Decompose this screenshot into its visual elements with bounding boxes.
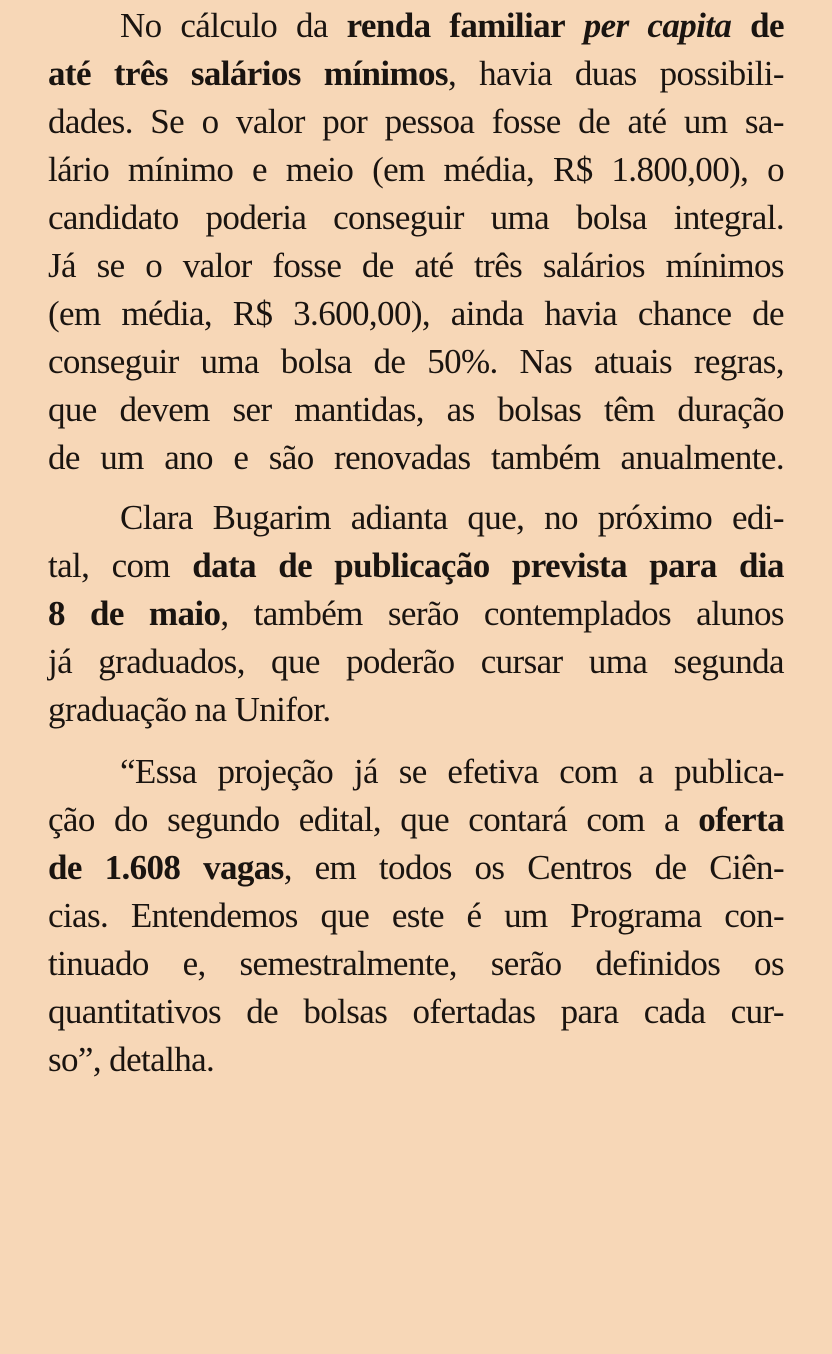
word: (em: [372, 150, 425, 189]
word: data: [192, 546, 256, 585]
word: Já: [48, 246, 76, 285]
word: bolsa: [575, 198, 647, 237]
word: ano: [164, 438, 213, 477]
word: média,: [443, 150, 535, 189]
word: os: [754, 944, 784, 983]
word: este: [391, 896, 444, 935]
word: média,: [121, 294, 213, 333]
word: de: [278, 546, 313, 585]
word: [203, 844, 292, 892]
word: serão: [490, 944, 562, 983]
word: na: [194, 690, 227, 729]
word: havia: [479, 54, 552, 93]
word: para: [560, 992, 619, 1031]
word: cada: [643, 992, 706, 1031]
word: até: [627, 102, 667, 141]
word: 3.600,00),: [293, 294, 431, 333]
word: capita: [647, 6, 732, 45]
word: contemplados: [483, 594, 672, 633]
word: e: [233, 438, 249, 477]
word: bolsas: [303, 992, 388, 1031]
word: salários: [190, 54, 301, 93]
word: havia: [544, 294, 618, 333]
word: oferta: [698, 800, 784, 839]
word: de: [48, 848, 82, 887]
text-line: [48, 988, 784, 1036]
word: tinuado: [48, 944, 149, 983]
word: as: [446, 390, 475, 429]
word: até: [48, 54, 91, 93]
word: conseguir: [333, 198, 464, 237]
word: já: [353, 752, 378, 791]
word: sa-: [744, 102, 784, 141]
text-line: [48, 146, 784, 194]
word: prevista: [511, 546, 627, 585]
word: serão: [387, 594, 459, 633]
word: familiar: [449, 6, 565, 45]
word: um: [504, 896, 548, 935]
word: que: [271, 642, 320, 681]
text-line: [48, 844, 784, 892]
word: segunda: [673, 642, 784, 681]
word: até: [414, 246, 454, 285]
word: duração: [677, 390, 784, 429]
word: que: [400, 800, 450, 839]
word: duas: [574, 54, 637, 93]
word: conseguir: [48, 342, 179, 381]
word: poderão: [345, 642, 455, 681]
word: valor: [235, 102, 305, 141]
word: os: [474, 848, 505, 887]
word: renda: [346, 6, 431, 45]
word: Unifor.: [234, 690, 331, 729]
word: Bugarim: [212, 498, 331, 537]
word: fosse: [272, 246, 342, 285]
word: cálculo: [180, 6, 278, 45]
word: ,: [220, 594, 229, 633]
word: é: [466, 896, 482, 935]
word: mantidas,: [294, 390, 424, 429]
text-line: [48, 242, 784, 290]
word: per: [583, 6, 629, 45]
word: Clara: [120, 498, 193, 537]
word: para: [649, 546, 717, 585]
word: fosse: [491, 102, 561, 141]
word: contará: [468, 800, 568, 839]
word: bolsas: [497, 390, 582, 429]
word: de: [90, 594, 124, 633]
word: publicação: [334, 546, 490, 585]
word: 1.608: [104, 848, 181, 887]
word: e: [252, 150, 267, 189]
word: Se: [150, 102, 185, 141]
word: cursar: [480, 642, 563, 681]
word: um: [100, 438, 144, 477]
word: três: [113, 54, 168, 93]
word: possibili-: [659, 54, 784, 93]
word: lário: [48, 150, 110, 189]
word: de: [752, 294, 784, 333]
word: o: [201, 102, 219, 141]
word: 8: [48, 594, 65, 633]
word: por: [322, 102, 368, 141]
word: 50%.: [427, 342, 498, 381]
text-line: [48, 1036, 784, 1084]
word: “Essa: [120, 752, 197, 791]
text-line: [48, 638, 784, 686]
word: ,: [447, 54, 457, 93]
word: com: [111, 546, 171, 585]
word: No: [120, 6, 162, 45]
word: regras,: [693, 342, 784, 381]
word: ainda: [450, 294, 524, 333]
text-line: [48, 194, 784, 242]
word: so”,: [48, 1040, 102, 1079]
text-line: [48, 542, 784, 590]
text-line: [48, 686, 784, 734]
word: de: [578, 102, 611, 141]
text-line: [48, 50, 784, 98]
word: devem: [119, 390, 210, 429]
word: semestralmente,: [239, 944, 457, 983]
word: maio: [148, 594, 221, 633]
word: (em: [48, 294, 101, 333]
word: integral.: [673, 198, 784, 237]
word: publica-: [674, 752, 784, 791]
word: graduação: [48, 690, 187, 729]
word: de: [246, 992, 279, 1031]
text-line: [48, 290, 784, 338]
word: se: [96, 246, 125, 285]
word: da: [296, 6, 328, 45]
word: poderia: [205, 198, 307, 237]
word: graduados,: [98, 642, 245, 681]
text-line: [120, 494, 784, 542]
word: [324, 50, 456, 98]
text-line: [48, 892, 784, 940]
word: projeção: [217, 752, 334, 791]
word: no: [544, 498, 578, 537]
word: R$: [552, 150, 593, 189]
word: uma: [490, 198, 550, 237]
word: cur-: [730, 992, 784, 1031]
word: ção: [48, 800, 95, 839]
word: chance: [637, 294, 732, 333]
word: atuais: [594, 342, 673, 381]
word: também: [490, 438, 601, 477]
word: bolsa: [280, 342, 352, 381]
word: que,: [467, 498, 525, 537]
word: Centros: [527, 848, 632, 887]
word: e,: [182, 944, 206, 983]
word: renovadas: [334, 438, 471, 477]
word: de: [654, 848, 687, 887]
word: com: [586, 800, 645, 839]
text-line: [48, 338, 784, 386]
word: dia: [739, 546, 784, 585]
word: valor: [182, 246, 252, 285]
word: também: [253, 594, 363, 633]
word: edi-: [731, 498, 784, 537]
text-line: [48, 386, 784, 434]
word: uma: [200, 342, 259, 381]
word: meio: [285, 150, 354, 189]
word: Programa: [570, 896, 702, 935]
word: pessoa: [384, 102, 475, 141]
word: Entendemos: [130, 896, 298, 935]
word: quantitativos: [48, 992, 222, 1031]
word: Ciên-: [709, 848, 784, 887]
word: 1.800,00),: [611, 150, 749, 189]
word: edital,: [298, 800, 382, 839]
word: de: [48, 438, 80, 477]
text-line: [48, 434, 784, 482]
word: uma: [588, 642, 648, 681]
text-line: [48, 796, 784, 844]
word: efetiva: [447, 752, 539, 791]
word: que: [320, 896, 370, 935]
word: mínimos: [665, 246, 784, 285]
text-line: [48, 98, 784, 146]
word: adianta: [350, 498, 448, 537]
word: detalha.: [109, 1040, 215, 1079]
word: o: [145, 246, 163, 285]
word: candidato: [48, 198, 179, 237]
word: em: [314, 848, 357, 887]
word: próximo: [597, 498, 713, 537]
word: têm: [603, 390, 655, 429]
word: con-: [724, 896, 784, 935]
word: a: [664, 800, 679, 839]
text-line: [120, 2, 784, 50]
word: Nas: [519, 342, 573, 381]
word: ,: [283, 848, 292, 887]
text-line: [48, 590, 784, 638]
word: vagas: [203, 848, 284, 887]
word: definidos: [595, 944, 721, 983]
word: cias.: [48, 896, 109, 935]
word: de: [361, 246, 394, 285]
word: [149, 590, 229, 638]
word: salários: [542, 246, 645, 285]
text-line: [120, 748, 784, 796]
text-line: [48, 940, 784, 988]
word: se: [398, 752, 427, 791]
word: três: [474, 246, 523, 285]
word: mínimo: [127, 150, 234, 189]
word: de: [750, 6, 784, 45]
word: de: [373, 342, 406, 381]
word: segundo: [167, 800, 280, 839]
word: ser: [232, 390, 272, 429]
word: R$: [232, 294, 273, 333]
word: todos: [378, 848, 452, 887]
word: que: [48, 390, 97, 429]
word: a: [638, 752, 654, 791]
word: são: [268, 438, 314, 477]
word: anualmente.: [620, 438, 784, 477]
word: alunos: [696, 594, 784, 633]
word: um: [683, 102, 728, 141]
word: tal,: [48, 546, 90, 585]
word: o: [767, 150, 784, 189]
word: mínimos: [323, 54, 448, 93]
word: ofertadas: [412, 992, 536, 1031]
word: dades.: [48, 102, 133, 141]
word: do: [114, 800, 148, 839]
word: com: [559, 752, 618, 791]
word: já: [48, 642, 73, 681]
